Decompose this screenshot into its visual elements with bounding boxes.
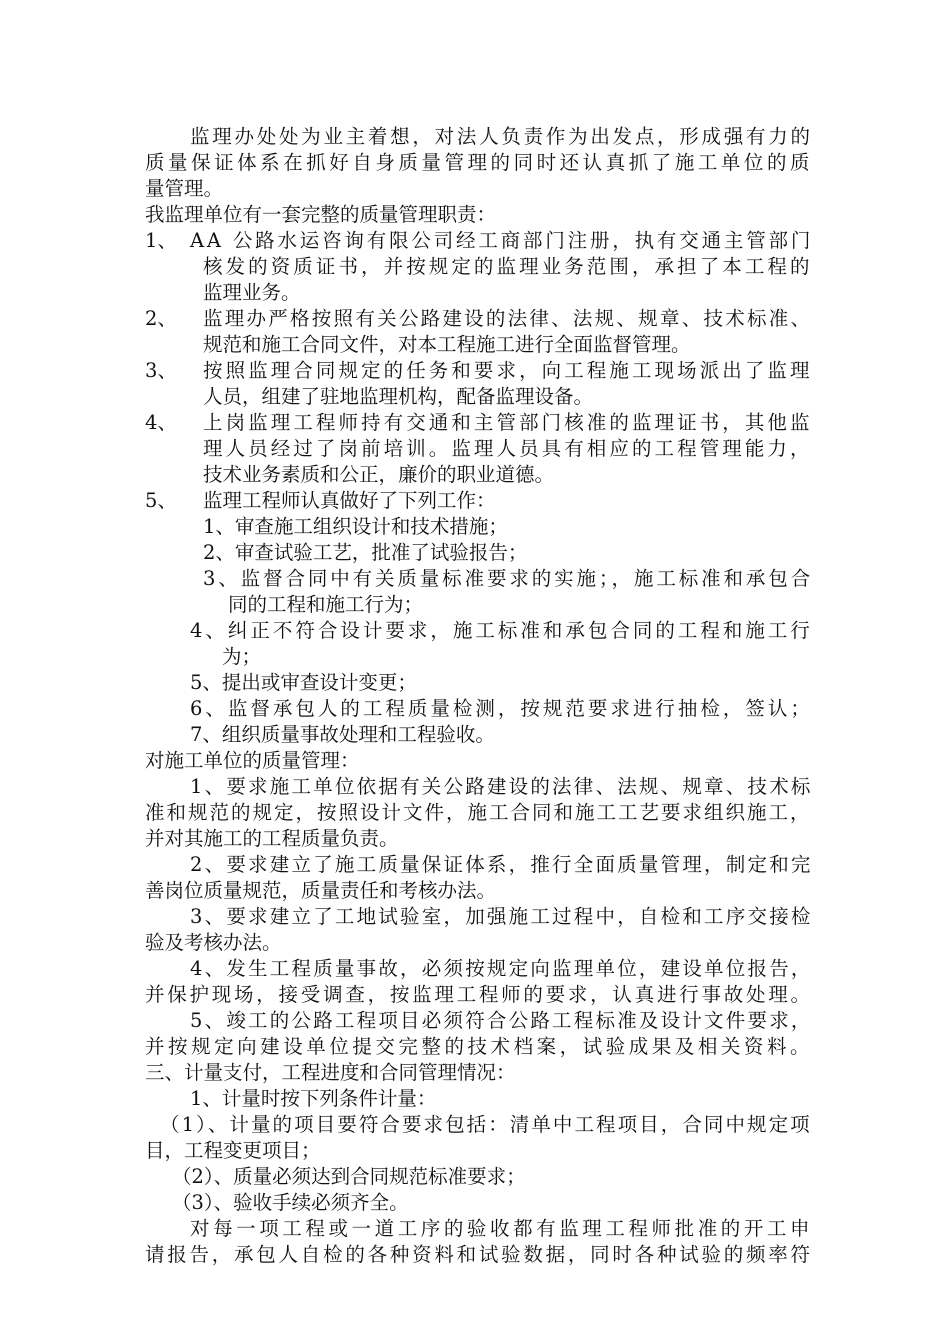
section-heading: 三、计量支付，工程进度和合同管理情况： (145, 1061, 516, 1084)
text-line: 请报告，承包人自检的各种资料和试验数据，同时各种试验的频率符 (145, 1243, 813, 1266)
text-line: 并保护现场，接受调查，按监理工程师的要求，认真进行事故处理。 (145, 983, 813, 1006)
text-line: 2、要求建立了施工质量保证体系，推行全面质量管理，制定和完 (190, 853, 813, 876)
text-line: 5、竣工的公路工程项目必须符合公路工程标准及设计文件要求， (190, 1009, 813, 1032)
text-line: 量管理。 (145, 177, 224, 200)
text-line: 目，工程变更项目； (145, 1139, 321, 1162)
text-line: 4、发生工程质量事故，必须按规定向监理单位，建设单位报告， (190, 957, 813, 980)
text-line: 按照监理合同规定的任务和要求，向工程施工现场派出了监理 (203, 359, 813, 382)
text-line: （2）、质量必须达到合同规范标准要求； (172, 1165, 526, 1188)
list-number: 2、 (145, 307, 177, 330)
section-heading: 对施工单位的质量管理： (145, 749, 360, 772)
text-line: 善岗位质量规范，质量责任和考核办法。 (145, 879, 497, 902)
text-line: 对每一项工程或一道工序的验收都有监理工程师批准的开工申 (190, 1217, 814, 1240)
text-line: 监理办处处为业主着想，对法人负责作为出发点，形成强有力的 (190, 125, 813, 148)
text-line: 监理办严格按照有关公路建设的法律、法规、规章、技术标准、 (203, 307, 813, 330)
text-line: 准和规范的规定，按照设计文件，施工合同和施工工艺要求组织施工， (145, 801, 812, 824)
text-line: 并按规定向建设单位提交完整的技术档案，试验成果及相关资料。 (145, 1035, 814, 1058)
text-line: 同的工程和施工行为； (228, 593, 424, 616)
text-line: 1、要求施工单位依据有关公路建设的法律、法规、规章、技术标 (190, 775, 813, 798)
text-line: 3、要求建立了工地试验室，加强施工过程中，自检和工序交接检 (190, 905, 813, 928)
text-line: 技术业务素质和公正，廉价的职业道德。 (203, 463, 555, 486)
list-number: 3、 (145, 359, 177, 382)
text-line: AA 公路水运咨询有限公司经工商部门注册，执有交通主管部门 (190, 229, 814, 252)
text-line: 5、提出或审查设计变更； (190, 671, 417, 694)
text-line: 人员，组建了驻地监理机构，配备监理设备。 (203, 385, 594, 408)
text-line: 理人员经过了岗前培训。监理人员具有相应的工程管理能力， (203, 437, 813, 460)
list-number: 5、 (145, 489, 177, 512)
text-line: 我监理单位有一套完整的质量管理职责： (145, 203, 497, 226)
text-line: 规范和施工合同文件，对本工程施工进行全面监督管理。 (203, 333, 691, 356)
list-number: 1、 (145, 229, 177, 252)
text-line: （3）、验收手续必须齐全。 (172, 1191, 409, 1214)
text-line: 1、审查施工组织设计和技术措施； (203, 515, 508, 538)
text-line: 3、监督合同中有关质量标准要求的实施；，施工标准和承包合 (203, 567, 814, 590)
text-line: （1）、计量的项目要符合要求包括：清单中工程项目，合同中规定项 (160, 1113, 812, 1136)
text-line: 监理工程师认真做好了下列工作： (203, 489, 496, 512)
text-line: 1、计量时按下列条件计量： (190, 1087, 437, 1110)
text-line: 上岗监理工程师持有交通和主管部门核准的监理证书，其他监 (203, 411, 813, 434)
list-number: 4、 (145, 411, 177, 434)
text-line: 为； (222, 645, 262, 668)
text-line: 核发的资质证书，并按规定的监理业务范围，承担了本工程的 (203, 255, 813, 278)
text-line: 4、纠正不符合设计要求，施工标准和承包合同的工程和施工行 (190, 619, 813, 642)
text-line: 2、审查试验工艺，批准了试验报告； (203, 541, 528, 564)
text-line: 6、监督承包人的工程质量检测，按规范要求进行抽检，签认； (190, 697, 813, 720)
text-line: 验及考核办法。 (145, 931, 282, 954)
text-line: 并对其施工的工程质量负责。 (145, 827, 399, 850)
text-line: 监理业务。 (203, 281, 301, 304)
text-line: 质量保证体系在抓好自身质量管理的同时还认真抓了施工单位的质 (145, 151, 814, 174)
text-line: 7、组织质量事故处理和工程验收。 (190, 723, 495, 746)
